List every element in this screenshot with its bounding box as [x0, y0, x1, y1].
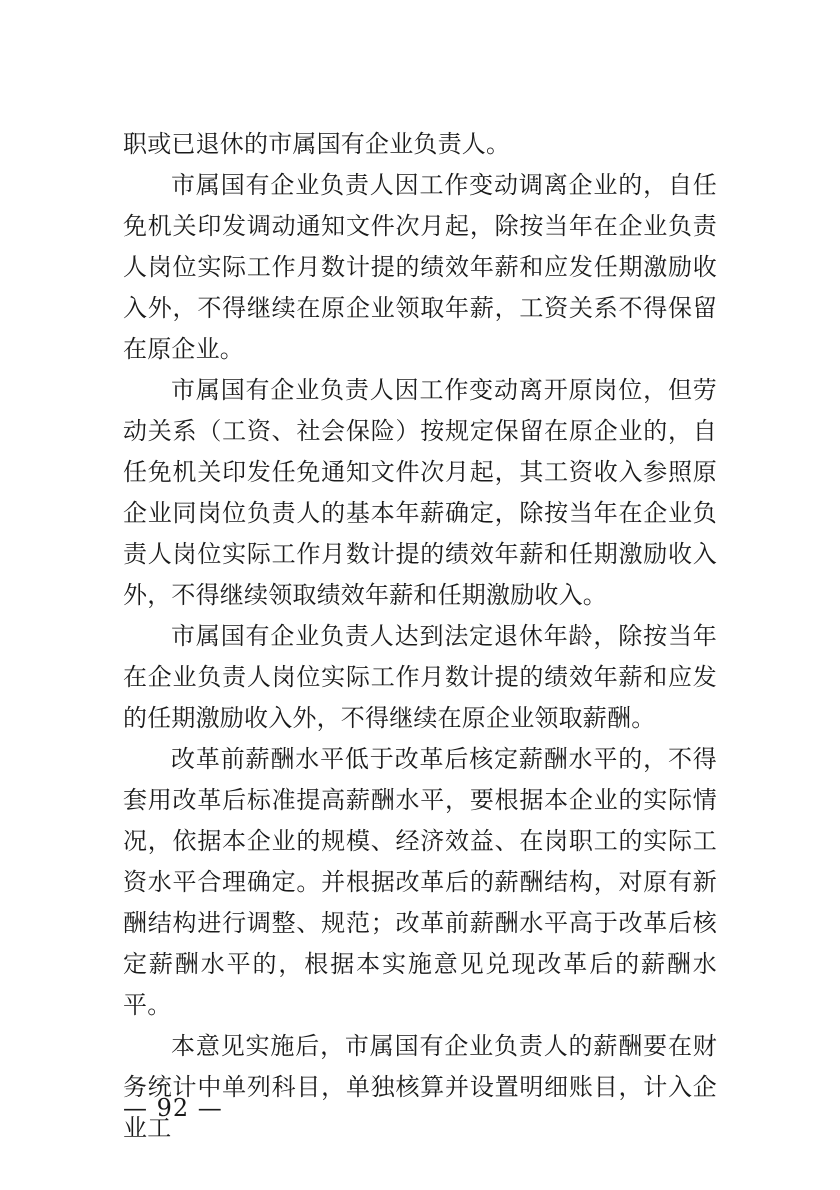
paragraph-retirement: 市属国有企业负责人达到法定退休年龄，除按当年在企业负责人岗位实际工作月数计提的绩效年薪和应发的任期激励收入外，不得继续在原企业领取薪酬。	[123, 622, 717, 732]
paragraph-pre-reform-pay: 改革前薪酬水平低于改革后核定薪酬水平的，不得套用改革后标准提高薪酬水平，要根据本企业的实际情况，依据本企业的规模、经济效益、在岗职工的实际工资水平合理确定。并根据改革后的薪酬结构，对原有新酬结构进行调整、规范；改革前薪酬水平高于改革后核定薪酬水平的，根据本实施意见兑现改革后的薪酬水平。	[123, 745, 717, 1019]
paragraph-accounting: 本意见实施后，市属国有企业负责人的薪酬要在财务统计中单列科目，单独核算并设置明细账目，计入企业工	[123, 1032, 717, 1142]
paragraph-position-change: 市属国有企业负责人因工作变动离开原岗位，但劳动关系（工资、社会保险）按规定保留在原企业的，自任免机关印发任免通知文件次月起，其工资收入参照原企业同岗位负责人的基本年薪确定，除按当年在企业负责人岗位实际工作月数计提的绩效年薪和任期激励收入外，不得继续领取绩效年薪和任期激励收入。	[123, 376, 717, 609]
paragraph-transfer-out: 市属国有企业负责人因工作变动调离企业的，自任免机关印发调动通知文件次月起，除按当年在企业负责人岗位实际工作月数计提的绩效年薪和应发任期激励收入外，不得继续在原企业领取年薪，工资关系不得保留在原企业。	[123, 171, 717, 363]
paragraph-continuation: 职或已退休的市属国有企业负责人。	[123, 130, 511, 158]
page-number: — 92 —	[123, 1094, 223, 1122]
document-body	[123, 124, 717, 1149]
